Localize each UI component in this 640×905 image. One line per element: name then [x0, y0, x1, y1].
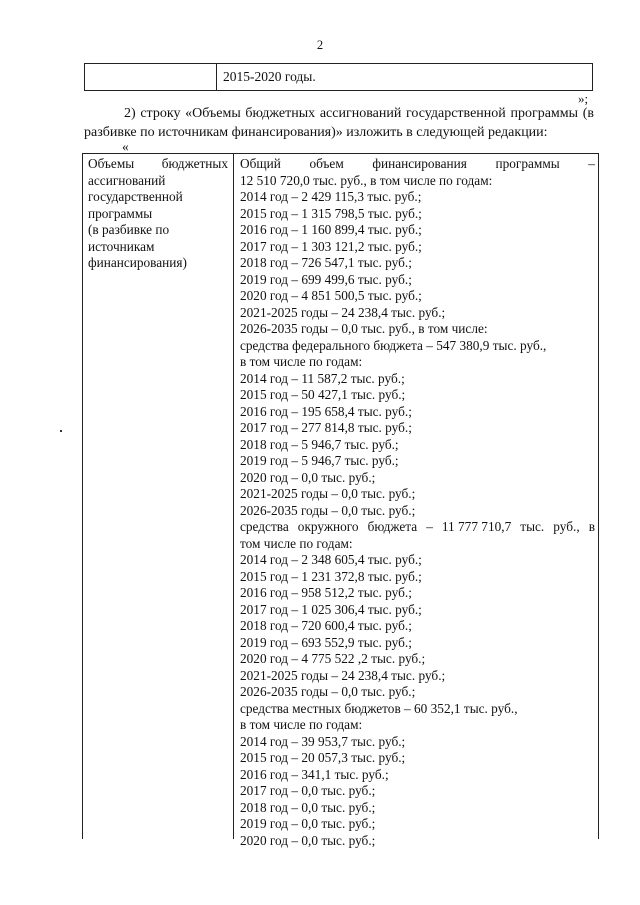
row-header-cell: [88, 156, 228, 272]
financing-first-line: [240, 156, 595, 173]
financing-line: в том числе по годам:: [240, 354, 363, 369]
row-header-line: ассигнований: [88, 172, 166, 188]
financing-line: 2016 год – 195 658,4 тыс. руб.;: [240, 403, 412, 419]
financing-word: тыс.: [520, 519, 545, 534]
financing-word: финансирования: [372, 156, 467, 171]
row-header-line: (в разбивке по: [88, 222, 170, 237]
amendment-text: 2) строку «Объемы бюджетных ассигнований государственной программы (в разбивке по источникам финансирования)» изложить в следующей редакции:: [84, 106, 594, 140]
financing-line: 2016 год – 341,1 тыс. руб.;: [240, 766, 389, 782]
previous-table-fragment: [84, 63, 593, 91]
financing-word: –: [426, 519, 433, 534]
financing-word: руб.,: [553, 519, 580, 534]
budget-table: [82, 153, 599, 848]
row-header-line: финансирования): [88, 255, 187, 270]
row-header-line: государственной: [88, 189, 183, 204]
financing-cell: [240, 156, 595, 849]
financing-line: средства федерального бюджета – 547 380,9 тыс. руб.,: [240, 337, 547, 353]
financing-line: 2014 год – 2 429 115,3 тыс. руб.;: [240, 189, 422, 204]
page-number: 2: [316, 38, 324, 52]
financing-line: 2021-2025 годы – 24 238,4 тыс. руб.;: [240, 667, 446, 683]
margin-mark: [60, 430, 62, 432]
financing-word: бюджета: [367, 519, 418, 534]
closing-quote: »;: [578, 91, 589, 106]
financing-line: 2020 год – 0,0 тыс. руб.;: [240, 469, 376, 485]
financing-line: 2018 год – 5 946,7 тыс. руб.;: [240, 436, 399, 452]
financing-line: 2021-2025 годы – 0,0 тыс. руб.;: [240, 486, 416, 501]
financing-line: 2017 год – 1 303 121,2 тыс. руб.;: [240, 238, 422, 254]
financing-line: 2026-2035 годы – 0,0 тыс. руб.;: [240, 502, 416, 518]
financing-line: 2020 год – 4 851 500,5 тыс. руб.;: [240, 288, 422, 303]
financing-line: 2020 год – 4 775 522 ,2 тыс. руб.;: [240, 651, 426, 666]
financing-line: 2015 год – 50 427,1 тыс. руб.;: [240, 387, 406, 402]
financing-line: 2015 год – 1 231 372,8 тыс. руб.;: [240, 568, 422, 584]
financing-word: средства: [240, 519, 289, 534]
financing-line: 2019 год – 699 499,6 тыс. руб.;: [240, 271, 412, 287]
financing-line: 2016 год – 1 160 899,4 тыс. руб.;: [240, 222, 422, 237]
financing-word: окружного: [297, 519, 359, 534]
financing-line: 2017 год – 1 025 306,4 тыс. руб.;: [240, 601, 422, 617]
table-column-divider: [216, 64, 217, 90]
row-header-first-line: [88, 156, 228, 173]
financing-line: в том числе по годам:: [240, 717, 363, 732]
opening-quote: «: [122, 139, 129, 154]
financing-line: 2021-2025 годы – 24 238,4 тыс. руб.;: [240, 304, 446, 320]
financing-word: 11 777 710,7: [441, 519, 512, 534]
financing-line: 2015 год – 1 315 798,5 тыс. руб.;: [240, 205, 422, 221]
financing-word: Общий: [240, 156, 281, 171]
financing-line: 12 510 720,0 тыс. руб., в том числе по годам:: [240, 172, 493, 188]
financing-word: –: [588, 156, 595, 171]
financing-line: 2014 год – 11 587,2 тыс. руб.;: [240, 370, 405, 386]
financing-line: 2014 год – 39 953,7 тыс. руб.;: [240, 733, 406, 749]
financing-line: 2014 год – 2 348 605,4 тыс. руб.;: [240, 552, 422, 567]
financing-line: 2017 год – 277 814,8 тыс. руб.;: [240, 420, 412, 435]
financing-line: 2018 год – 720 600,4 тыс. руб.;: [240, 618, 412, 633]
financing-line: 2019 год – 693 552,9 тыс. руб.;: [240, 634, 412, 650]
regional-budget-line: [240, 519, 595, 536]
financing-line: 2015 год – 20 057,3 тыс. руб.;: [240, 750, 406, 765]
row-header-word: бюджетных: [161, 156, 228, 171]
period-cell: 2015-2020 годы.: [223, 69, 316, 84]
row-header-line: программы: [88, 205, 153, 221]
table-column-divider: [233, 154, 234, 839]
financing-line: 2018 год – 726 547,1 тыс. руб.;: [240, 255, 412, 270]
financing-line: 2019 год – 5 946,7 тыс. руб.;: [240, 453, 399, 468]
financing-line: том числе по годам:: [240, 535, 353, 551]
financing-line: 2017 год – 0,0 тыс. руб.;: [240, 783, 376, 798]
financing-line: 2016 год – 958 512,2 тыс. руб.;: [240, 585, 412, 600]
financing-word: объем: [309, 156, 344, 171]
financing-line: 2019 год – 0,0 тыс. руб.;: [240, 816, 376, 831]
financing-word: в: [588, 519, 595, 534]
row-header-word: Объемы: [88, 156, 135, 171]
financing-line: 2026-2035 годы – 0,0 тыс. руб.;: [240, 684, 416, 699]
row-header-line: источникам: [88, 238, 155, 254]
financing-line: 2020 год – 0,0 тыс. руб.;: [240, 832, 376, 848]
financing-line: средства местных бюджетов – 60 352,1 тыс. руб.,: [240, 700, 518, 716]
amendment-paragraph: [84, 104, 594, 142]
financing-line: 2026-2035 годы – 0,0 тыс. руб., в том числе:: [240, 321, 488, 336]
financing-word: программы: [495, 156, 560, 171]
financing-line: 2018 год – 0,0 тыс. руб.;: [240, 799, 376, 815]
